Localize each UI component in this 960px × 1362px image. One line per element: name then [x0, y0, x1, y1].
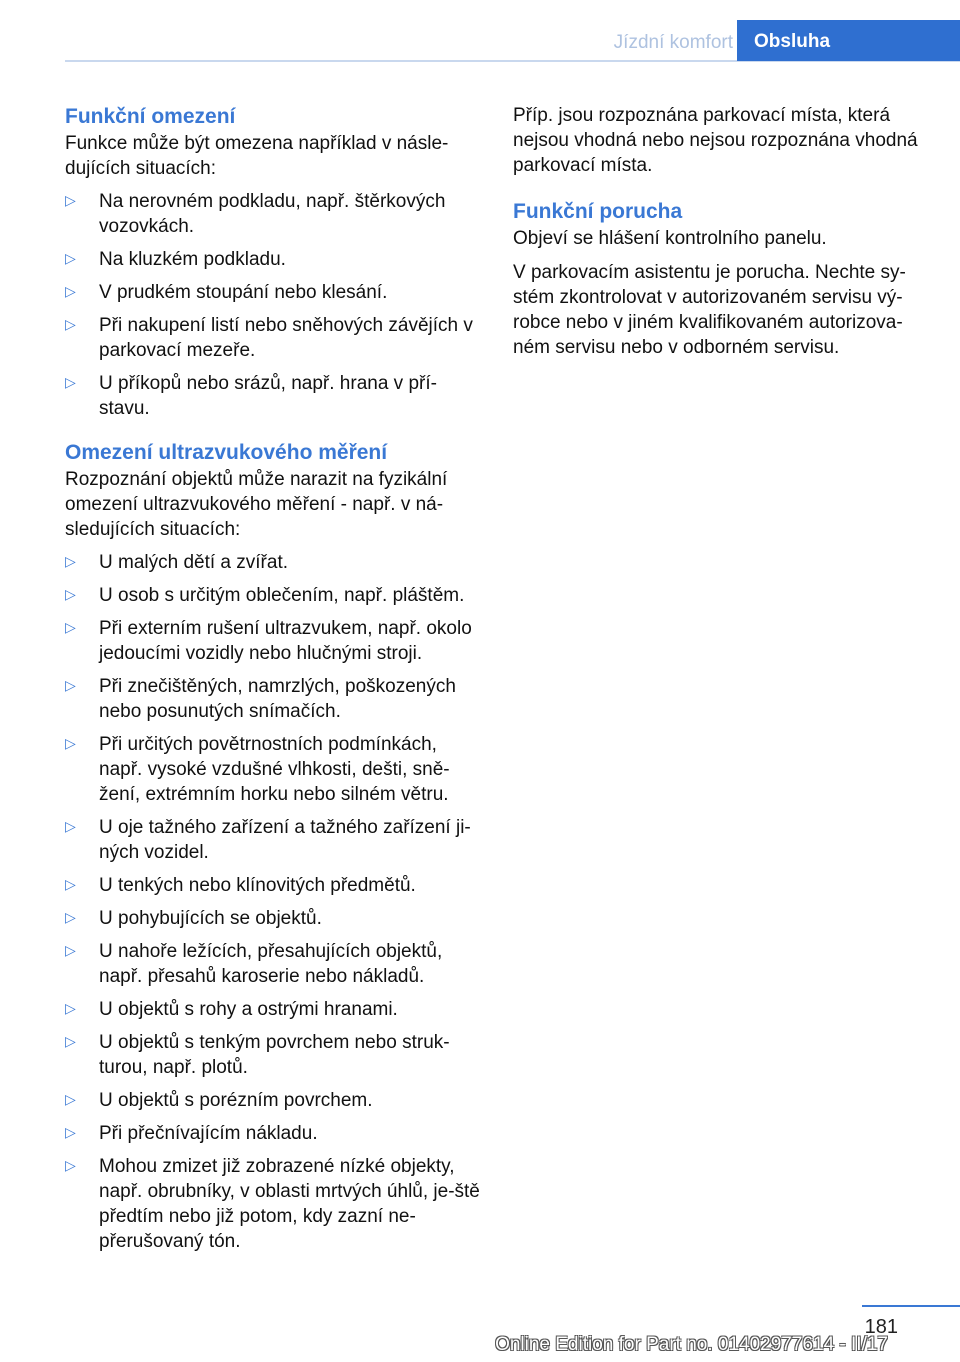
malfunction-paragraph-1: Objeví se hlášení kontrolního panelu. — [513, 228, 827, 249]
list-item — [65, 939, 483, 989]
list-item — [65, 674, 483, 724]
intro-functional-limits: Funkce může být omezena například v násle-dujících situacích: — [65, 133, 449, 179]
list-item — [65, 1154, 483, 1254]
list-item-text: U objektů s porézním povrchem. — [99, 1090, 373, 1111]
left-column — [65, 103, 483, 1262]
list-item — [65, 732, 483, 807]
list-item-text: Na kluzkém podkladu. — [99, 249, 286, 270]
list-item — [65, 247, 483, 272]
list-item — [65, 189, 483, 239]
right-column — [513, 103, 928, 360]
list-ultrasonic-limits — [65, 550, 483, 1254]
list-item — [65, 873, 483, 898]
list-item-text: U osob s určitým oblečením, např. pláštěm. — [99, 585, 465, 606]
header-section-title: Jízdní komfort — [613, 32, 733, 53]
list-item-text: U objektů s tenkým povrchem nebo struk-turou, např. plotů. — [99, 1032, 450, 1078]
list-item — [65, 371, 483, 421]
continuation-paragraph: Příp. jsou rozpoznána parkovací místa, která nejsou vhodná nebo nejsou rozpoznána vhodná parkovací místa. — [513, 105, 918, 176]
list-item-text: Při externím rušení ultrazvukem, např. okolo jedoucími vozidly nebo hlučnými stroji. — [99, 618, 472, 664]
list-item-text: Při přečnívajícím nákladu. — [99, 1123, 318, 1144]
triangle-bullet-icon: ▷ — [65, 678, 76, 694]
triangle-bullet-icon: ▷ — [65, 1125, 76, 1141]
list-item-text: U objektů s rohy a ostrými hranami. — [99, 999, 398, 1020]
triangle-bullet-icon: ▷ — [65, 284, 76, 300]
triangle-bullet-icon: ▷ — [65, 1158, 76, 1174]
list-item — [65, 583, 483, 608]
heading-malfunction: Funkční porucha — [513, 200, 683, 223]
list-item-text: U pohybujících se objektů. — [99, 908, 322, 929]
list-item-text: Při nakupení listí nebo sněhových závějích v parkovací mezeře. — [99, 315, 473, 361]
list-item-text: U tenkých nebo klínovitých předmětů. — [99, 875, 416, 896]
triangle-bullet-icon: ▷ — [65, 1092, 76, 1108]
malfunction-paragraph-2: V parkovacím asistentu je porucha. Nechte sy-stém zkontrolovat v autorizovaném servisu vý-robce nebo v jiném kvalifikovaném autorizova-ném servisu nebo v odborném servisu. — [513, 262, 906, 358]
list-item — [65, 1030, 483, 1080]
page-number: 181 — [864, 1316, 898, 1338]
list-item — [65, 280, 483, 305]
triangle-bullet-icon: ▷ — [65, 375, 76, 391]
list-item-text: Mohou zmizet již zobrazené nízké objekty, např. obrubníky, v oblasti mrtvých úhlů, je-ště předtím nebo již potom, kdy zazní ne-přerušovaný tón. — [99, 1156, 480, 1252]
list-item — [65, 1121, 483, 1146]
list-item — [65, 997, 483, 1022]
triangle-bullet-icon: ▷ — [65, 251, 76, 267]
list-item — [65, 815, 483, 865]
list-item-text: Na nerovném podkladu, např. štěrkových vozovkách. — [99, 191, 446, 237]
list-item-text: Při určitých povětrnostních podmínkách, např. vysoké vzdušné vlhkosti, dešti, sně-žení, extrémním horku nebo silném větru. — [99, 734, 450, 805]
triangle-bullet-icon: ▷ — [65, 620, 76, 636]
triangle-bullet-icon: ▷ — [65, 1034, 76, 1050]
triangle-bullet-icon: ▷ — [65, 554, 76, 570]
list-item — [65, 550, 483, 575]
list-item — [65, 313, 483, 363]
list-item-text: U oje tažného zařízení a tažného zařízení ji-ných vozidel. — [99, 817, 471, 863]
intro-ultrasonic-limits: Rozpoznání objektů může narazit na fyzikální omezení ultrazvukového měření - např. v ná-sledujících situacích: — [65, 469, 448, 540]
list-item — [65, 906, 483, 931]
page-number-rule — [862, 1305, 960, 1307]
list-item-text: U malých dětí a zvířat. — [99, 552, 289, 573]
list-item-text: V prudkém stoupání nebo klesání. — [99, 282, 388, 303]
list-item-text: Při znečištěných, namrzlých, poškozených nebo posunutých snímačích. — [99, 676, 456, 722]
list-item-text: U nahoře ležících, přesahujících objektů, např. přesahů karoserie nebo nákladů. — [99, 941, 443, 987]
triangle-bullet-icon: ▷ — [65, 317, 76, 333]
heading-functional-limits: Funkční omezení — [65, 105, 236, 128]
list-item — [65, 1088, 483, 1113]
heading-ultrasonic-limits: Omezení ultrazvukového měření — [65, 441, 388, 464]
footer-edition-watermark: Online Edition for Part no. 01402977614 - II/17 — [495, 1334, 888, 1355]
list-item — [65, 616, 483, 666]
list-functional-limits — [65, 189, 483, 421]
list-item-text: U příkopů nebo srázů, např. hrana v pří-stavu. — [99, 373, 437, 419]
triangle-bullet-icon: ▷ — [65, 943, 76, 959]
triangle-bullet-icon: ▷ — [65, 587, 76, 603]
triangle-bullet-icon: ▷ — [65, 910, 76, 926]
triangle-bullet-icon: ▷ — [65, 736, 76, 752]
triangle-bullet-icon: ▷ — [65, 877, 76, 893]
triangle-bullet-icon: ▷ — [65, 193, 76, 209]
header-tab-label: Obsluha — [737, 20, 960, 61]
triangle-bullet-icon: ▷ — [65, 1001, 76, 1017]
triangle-bullet-icon: ▷ — [65, 819, 76, 835]
